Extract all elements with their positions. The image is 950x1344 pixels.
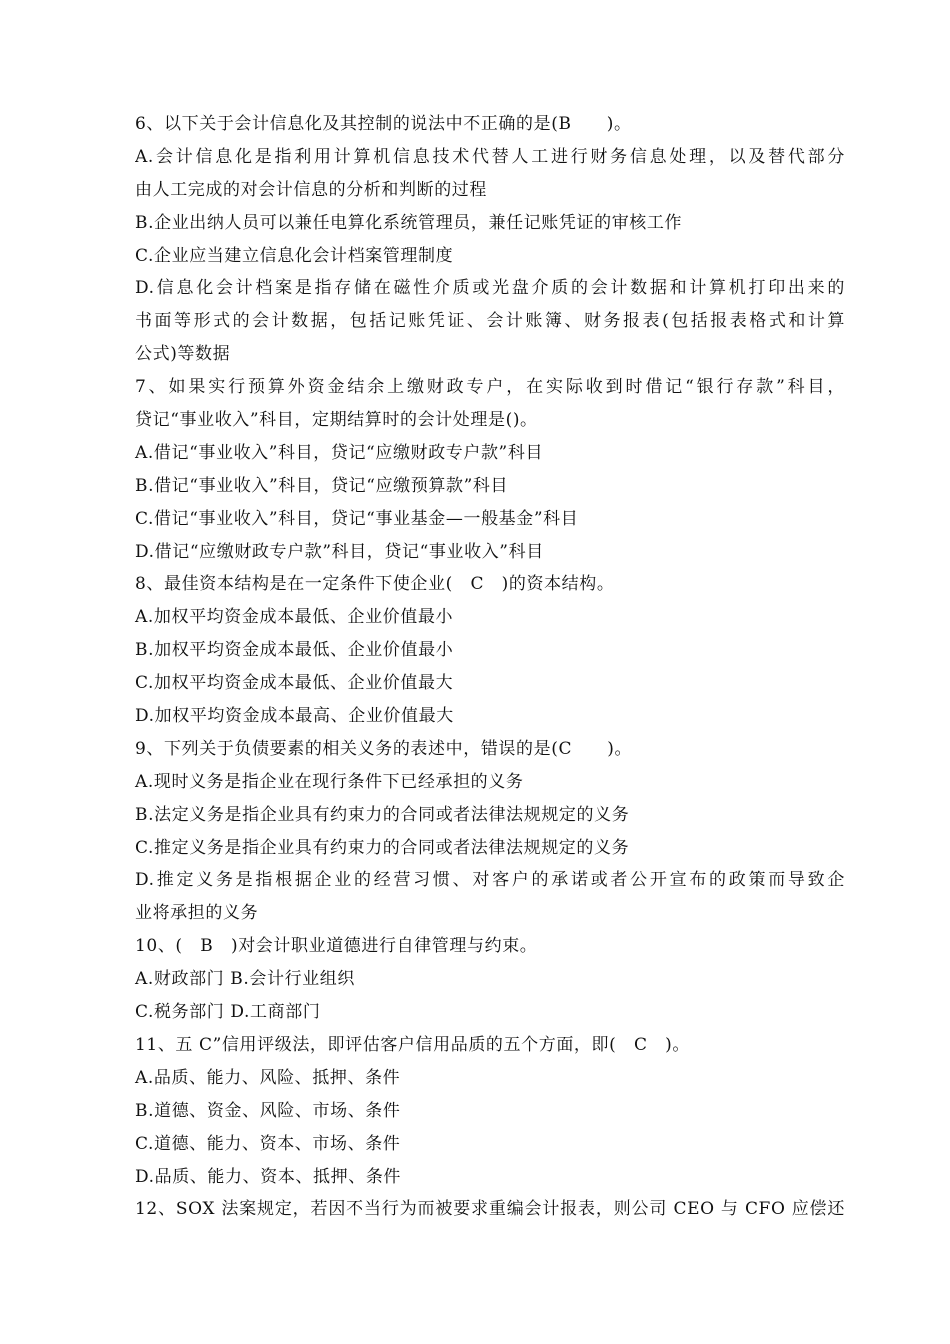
- text-line: 由人工完成的对会计信息的分析和判断的过程: [135, 179, 487, 200]
- text-line: 业将承担的义务: [135, 903, 259, 924]
- text-line: 10、( B )对会计职业道德进行自律管理与约束。: [135, 936, 538, 957]
- text-line: D.品质、能力、资本、抵押、条件: [135, 1166, 402, 1187]
- text-line: C.加权平均资金成本最低、企业价值最大: [135, 673, 454, 694]
- text-line: D.推定义务是指根据企业的经营习惯、对客户的承诺或者公开宣布的政策而导致企: [135, 870, 845, 891]
- text-line: A.现时义务是指企业在现行条件下已经承担的义务: [135, 771, 524, 792]
- text-line: A.会计信息化是指利用计算机信息技术代替人工进行财务信息处理，以及替代部分: [135, 146, 845, 167]
- document-body: [135, 108, 845, 1226]
- text-line: 6、以下关于会计信息化及其控制的说法中不正确的是(B )。: [135, 114, 632, 134]
- text-line: D.借记“应缴财政专户款”科目，贷记“事业收入”科目: [135, 541, 544, 562]
- text-line: A.财政部门 B.会计行业组织: [135, 969, 355, 990]
- text-line: A.借记“事业收入”科目，贷记“应缴财政专户款”科目: [135, 442, 544, 463]
- text-line: A.品质、能力、风险、抵押、条件: [135, 1067, 401, 1088]
- text-line: 11、五 C”信用评级法，即评估客户信用品质的五个方面，即( C )。: [135, 1034, 691, 1055]
- text-line: 12、SOX 法案规定，若因不当行为而被要求重编会计报表，则公司 CEO 与 CFO 应偿还: [135, 1199, 845, 1220]
- text-line: C.税务部门 D.工商部门: [135, 1002, 321, 1023]
- text-line: B.加权平均资金成本最低、企业价值最小: [135, 640, 454, 661]
- text-line: 9、下列关于负债要素的相关义务的表述中，错误的是(C )。: [135, 738, 633, 759]
- text-line: B.法定义务是指企业具有约束力的合同或者法律法规规定的义务: [135, 804, 630, 825]
- text-line: C.推定义务是指企业具有约束力的合同或者法律法规规定的义务: [135, 837, 630, 858]
- text-line: 公式)等数据: [135, 344, 231, 365]
- text-line: C.借记“事业收入”科目，贷记“事业基金—一般基金”科目: [135, 508, 579, 529]
- text-line: C.道德、能力、资本、市场、条件: [135, 1133, 401, 1154]
- text-line: B.企业出纳人员可以兼任电算化系统管理员，兼任记账凭证的审核工作: [135, 212, 683, 233]
- text-line: D.信息化会计档案是指存储在磁性介质或光盘介质的会计数据和计算机打印出来的: [135, 278, 845, 299]
- text-line: C.企业应当建立信息化会计档案管理制度: [135, 245, 454, 266]
- text-line: 7、如果实行预算外资金结余上缴财政专户，在实际收到时借记“银行存款”科目，: [135, 377, 845, 398]
- text-line: 8、最佳资本结构是在一定条件下使企业( C )的资本结构。: [135, 574, 615, 595]
- text-line: A.加权平均资金成本最低、企业价值最小: [135, 607, 454, 628]
- text-line: B.道德、资金、风险、市场、条件: [135, 1100, 401, 1121]
- text-line: D.加权平均资金成本最高、企业价值最大: [135, 706, 454, 727]
- text-line: 贷记“事业收入”科目，定期结算时的会计处理是()。: [135, 410, 538, 431]
- text-line: 书面等形式的会计数据，包括记账凭证、会计账簿、财务报表(包括报表格式和计算: [135, 311, 845, 332]
- text-line: B.借记“事业收入”科目，贷记“应缴预算款”科目: [135, 475, 509, 496]
